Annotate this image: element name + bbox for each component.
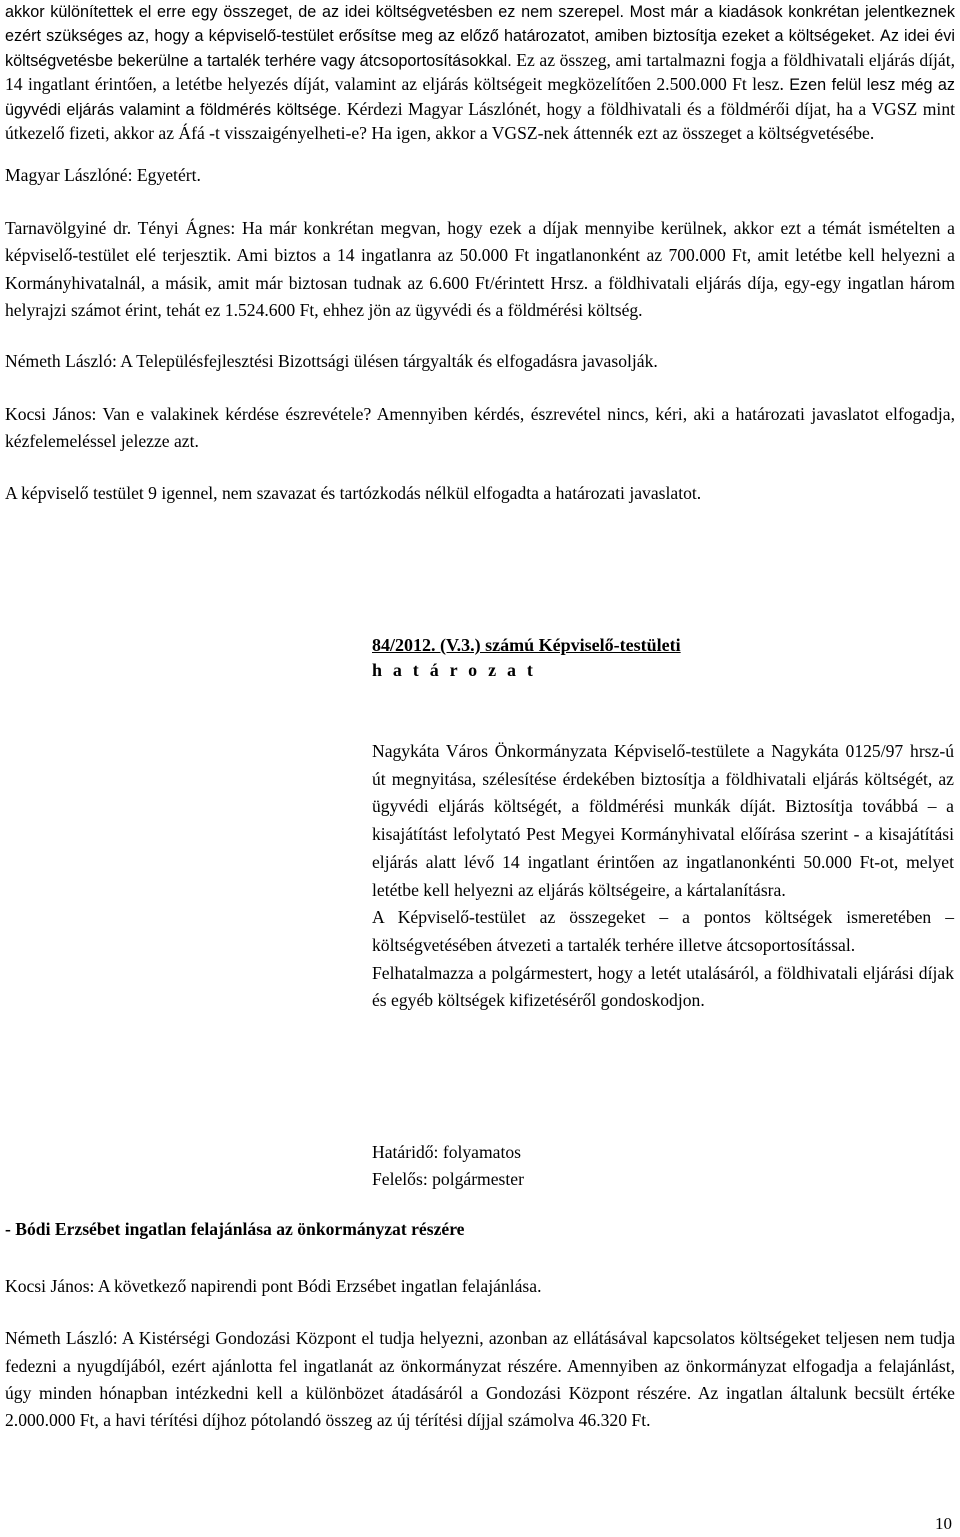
resolution-body: [372, 738, 954, 1015]
paragraph-nemeth-2: Németh László: A Kistérségi Gondozási Központ el tudja helyezni, azonban az ellátásával kapcsolatos költségeket teljesen nem tudja fedezni a nyugdíjából, ezért ajánlotta fel ingatlanát az önkormányzat részére. Amennyiben az önkormányzat elfogadja a felajánlást, úgy minden hónapban intézkedni kell a különbözet átadásáról a Gondozási Központ részére. Az ingatlan általunk becsült értéke 2.000.000 Ft, a havi térítési díjhoz pótolandó összeg az új térítési díjjal számolva 46.320 Ft.: [5, 1328, 955, 1431]
resolution-heading: [372, 634, 681, 684]
intro-sentence-b: Az idei évi költségvetésbe bekerülne a tartalék terhére vagy átcsoportosításokkal.: [5, 27, 955, 70]
intro-sentence-c: Ez az összeg, ami tartalmazni fogja a földhivatali eljárás díját, 14 ingatlant érintően, a letétbe helyezés díját, valamint az eljárás költségeit megközelítően 2.500.000 Ft lesz.: [5, 49, 955, 95]
resolution-text-2: A Képviselő-testület az összegeket – a pontos költségek ismeretében – költségvetésében átvezeti a tartalék terhére illetve átcsoportosítással.: [372, 907, 954, 955]
page-number: 10: [935, 1514, 952, 1533]
resolution-text-1: Nagykáta Város Önkormányzata Képviselő-testülete a Nagykáta 0125/97 hrsz-ú út megnyitása, szélesítése érdekében biztosítja a földhivatali eljárás költségét, az ügyvédi eljárás költségét, a földmérési munkák díját. Biztosítja továbbá – a kisajátítást lefolytató Pest Megyei Kormányhivatal előírása szerint - a kisajátítási eljárás alatt lévő 14 ingatlant érintően az ingatlanonkénti 50.000 Ft-ot, melyet letétbe kell helyezni az eljárás költségeire, a kártalanításra.: [372, 741, 954, 900]
resolution-text-3: Felhatalmazza a polgármestert, hogy a letét utalásáról, a földhivatali eljárási díjak és egyéb költségek kifizetéséről gondoskodjon.: [372, 962, 954, 1011]
top-text-block: [5, 0, 955, 506]
intro-sentence-d: Ezen felül lesz még az ügyvédi eljárás valamint a földmérés költsége.: [5, 76, 955, 119]
paragraph-vote: A képviselő testület 9 igennel, nem szavazat és tartózkodás nélkül elfogadta a határozati javaslatot.: [5, 483, 702, 504]
paragraph-magyar: Magyar Lászlóné: Egyetért.: [5, 165, 201, 186]
paragraph-tenyi: Tarnavölgyiné dr. Tényi Ágnes: Ha már konkrétan megvan, hogy ezek a díjak mennyibe kerülnek, akkor ezt a témát ismételten a képviselő-testület elé terjesztik. Ami biztos a 14 ingatlanra az 50.000 Ft ingatlanonként az 700.000 Ft, amit letétbe kell helyezni a Kormányhivatalnál, a másik, amit már biztosan tudnak az 6.600 Ft/érintett Hrsz. a földhivatali eljárás díja, egy-egy ingatlan három helyrajzi számot érint, tehát ez 1.524.600 Ft, ehhez jön az ügyvédi és a földmérési költség.: [5, 217, 955, 321]
resolution-number: 84/2012. (V.3.) számú Képviselő-testületi: [372, 635, 681, 655]
agenda-section: [5, 1218, 955, 1435]
intro-sentence-a: akkor különítettek el erre egy összeget, de az idei költségvetésben ez nem szerepel. Most már a kiadások konkrétan jelentkeznek ezért szükséges az, hogy a képviselő-testület erősítse meg az előző határozatot, amiben biztosítja ezeket a költségeket.: [5, 3, 955, 46]
intro-paragraph: [5, 0, 955, 145]
paragraph-kocsi-2: Kocsi János: A következő napirendi pont Bódi Erzsébet ingatlan felajánlása.: [5, 1276, 542, 1296]
intro-sentence-e: Kérdezi Magyar Lászlónét, hogy a földhivatali és a földmérői díjat, ha a VGSZ mint útkezelő fizeti, akkor az Áfá -t visszaigényelheti-e? Ha igen, akkor a VGSZ-nek áttennék ezt az összeget a költségvetésébe.: [5, 98, 955, 144]
paragraph-nemeth-1: Németh László: A Településfejlesztési Bizottsági ülésen tárgyalták és elfogadásra javasolják.: [5, 350, 658, 371]
resolution-kind: h a t á r o z a t: [372, 660, 537, 680]
resolution-responsible: Felelős: polgármester: [372, 1169, 524, 1189]
paragraph-kocsi-1: Kocsi János: Van e valakinek kérdése észrevétele? Amennyiben kérdés, észrevétel nincs, kéri, aki a határozati javaslatot elfogadja, kézfelemeléssel jelezze azt.: [5, 404, 955, 452]
resolution-deadline: Határidő: folyamatos: [372, 1142, 522, 1162]
section-title: - Bódi Erzsébet ingatlan felajánlása az önkormányzat részére: [5, 1219, 465, 1239]
resolution-meta: [372, 1139, 524, 1193]
